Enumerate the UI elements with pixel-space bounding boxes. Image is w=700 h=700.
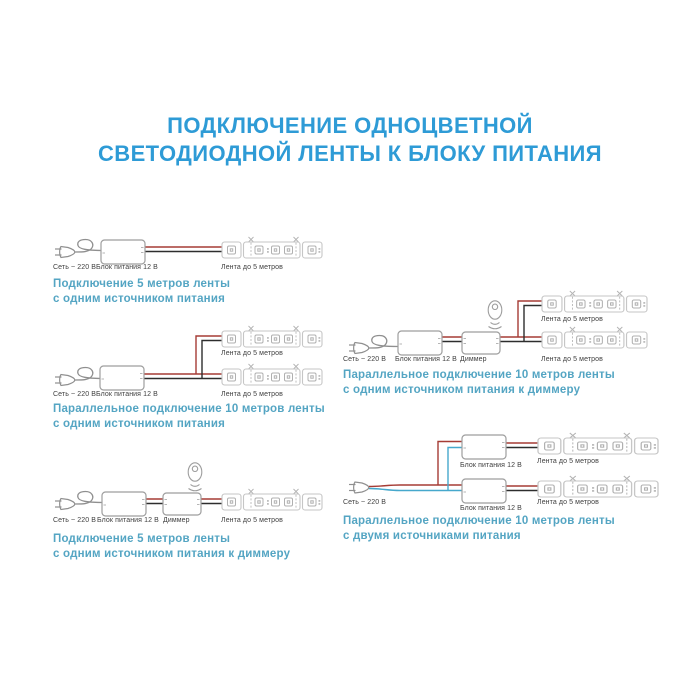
psu-box-bottom bbox=[462, 479, 506, 503]
led-strip bbox=[222, 237, 322, 258]
label-psu-d2: Блок питания 12 В bbox=[96, 391, 158, 398]
wire-blue bbox=[369, 448, 462, 491]
label-psu-d1: Блок питания 12 В bbox=[96, 264, 158, 271]
page-title bbox=[0, 112, 700, 168]
label-mains-d1: Сеть ~ 220 В bbox=[53, 264, 97, 271]
plug-icon bbox=[55, 375, 75, 386]
label-strip-bottom-d5: Лента до 5 метров bbox=[537, 499, 599, 506]
caption-d5-line2: с двумя источниками питания bbox=[343, 529, 521, 542]
label-dimmer-d3: Диммер bbox=[163, 517, 190, 524]
label-mains-d2: Сеть ~ 220 В bbox=[53, 391, 97, 398]
caption-d5 bbox=[343, 514, 615, 543]
label-strip-bottom-d2: Лента до 5 метров bbox=[221, 391, 283, 398]
psu-box bbox=[100, 366, 144, 390]
label-strip-d3: Лента до 5 метров bbox=[221, 517, 283, 524]
led-strip-top bbox=[222, 326, 322, 347]
caption-d4 bbox=[343, 368, 615, 397]
caption-d2-line1: Параллельное подключение 10 метров ленты bbox=[53, 403, 325, 415]
led-strip-top bbox=[542, 291, 647, 312]
label-mains-d5: Сеть ~ 220 В bbox=[343, 499, 387, 506]
plug-icon bbox=[55, 247, 75, 258]
psu-box bbox=[102, 492, 146, 516]
wire-black bbox=[143, 341, 222, 379]
label-dimmer-d4: Диммер bbox=[460, 356, 487, 363]
diagram-parallel-strips-psu-dimmer bbox=[349, 291, 647, 355]
psu-box bbox=[101, 240, 145, 264]
label-psu-d4: Блок питания 12 В bbox=[395, 356, 457, 363]
label-strip-bottom-d4: Лента до 5 метров bbox=[541, 356, 603, 363]
label-psu-d3: Блок питания 12 В bbox=[97, 517, 159, 524]
page-title-line2: СВЕТОДИОДНОЙ ЛЕНТЫ К БЛОКУ ПИТАНИЯ bbox=[98, 141, 602, 166]
psu-box-top bbox=[462, 435, 506, 459]
label-psu-bottom-d5: Блок питания 12 В bbox=[460, 505, 522, 512]
led-strip-bottom bbox=[222, 364, 322, 385]
power-cord bbox=[75, 492, 105, 505]
led-strip-top bbox=[538, 433, 658, 454]
label-strip-top-d5: Лента до 5 метров bbox=[537, 458, 599, 465]
psu-box bbox=[398, 331, 442, 355]
caption-d3 bbox=[53, 532, 290, 561]
caption-d3-line2: с одним источником питания к диммеру bbox=[53, 547, 291, 560]
caption-d1-line1: Подключение 5 метров ленты bbox=[53, 278, 231, 290]
wire-red bbox=[143, 336, 222, 374]
dimmer-box bbox=[163, 493, 201, 515]
label-strip-top-d2: Лента до 5 метров bbox=[221, 350, 283, 357]
dimmer-box bbox=[462, 332, 500, 354]
led-strip-bottom bbox=[542, 327, 647, 348]
caption-d1 bbox=[53, 277, 230, 306]
page-title-line1: ПОДКЛЮЧЕНИЕ ОДНОЦВЕТНОЙ bbox=[167, 113, 533, 138]
diagram-parallel-strips-single-psu bbox=[55, 326, 322, 390]
caption-d1-line2: с одним источником питания bbox=[53, 292, 226, 305]
caption-d3-line1: Подключение 5 метров ленты bbox=[53, 533, 231, 545]
caption-d4-line1: Параллельное подключение 10 метров ленты bbox=[343, 369, 615, 381]
wire-black-outputs bbox=[505, 448, 538, 491]
diagram-single-strip-psu-dimmer bbox=[55, 463, 322, 516]
plug-icon bbox=[349, 482, 369, 493]
caption-d2-line2: с одним источником питания bbox=[53, 417, 226, 430]
remote-icon bbox=[488, 301, 502, 329]
led-strip bbox=[222, 489, 322, 510]
caption-d5-line1: Параллельное подключение 10 метров ленты bbox=[343, 515, 615, 527]
plug-icon bbox=[349, 343, 369, 354]
led-strip-bottom bbox=[538, 476, 658, 497]
diagram-single-strip-single-psu bbox=[55, 237, 322, 264]
power-cord bbox=[369, 336, 399, 349]
label-mains-d4: Сеть ~ 220 В bbox=[343, 356, 387, 363]
label-strip-top-d4: Лента до 5 метров bbox=[541, 316, 603, 323]
label-strip-d1: Лента до 5 метров bbox=[221, 264, 283, 271]
label-mains-d3: Сеть ~ 220 В bbox=[53, 517, 97, 524]
caption-d2 bbox=[53, 402, 325, 431]
caption-d4-line2: с одним источником питания к диммеру bbox=[343, 383, 581, 396]
remote-icon bbox=[188, 463, 202, 491]
label-psu-top-d5: Блок питания 12 В bbox=[460, 462, 522, 469]
plug-icon bbox=[55, 499, 75, 510]
